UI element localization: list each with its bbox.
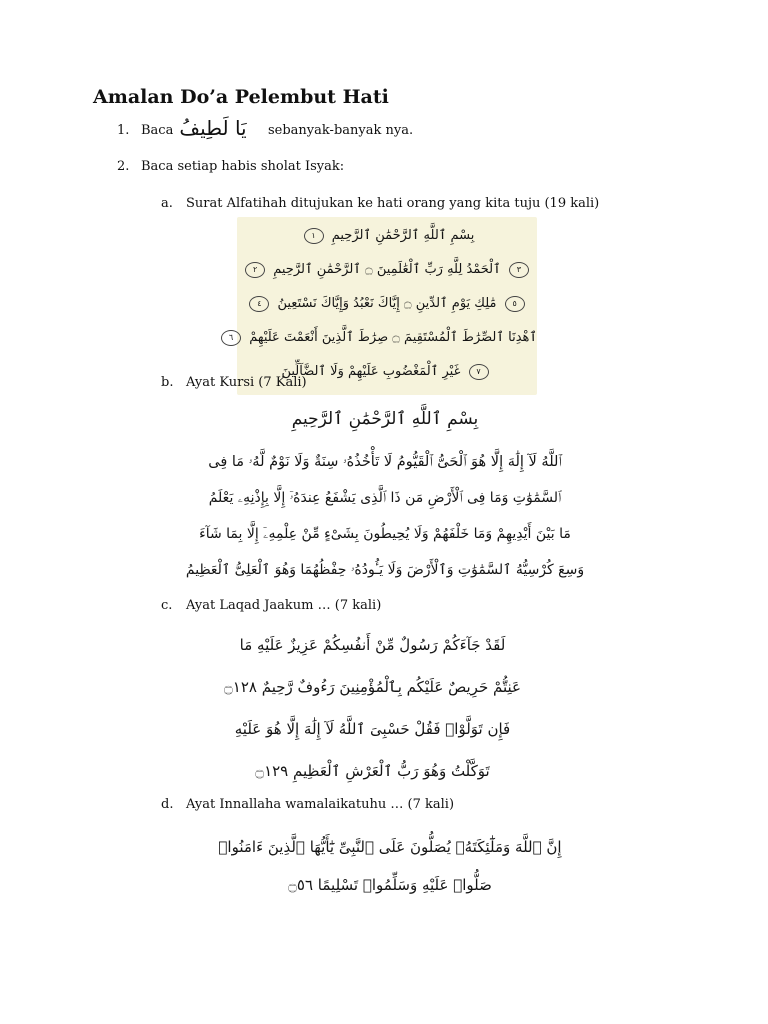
verse-line: فَإِن تَوَلَّوْا۟ فَقُلْ حَسْبِىَ ٱللَّهُ لَآ إِلَٰهَ إِلَّا هُوَ عَلَيْهِ	[234, 720, 511, 738]
fatihah-image	[228, 217, 537, 395]
verse-line: عَنِتُّمْ حَرِيصٌ عَلَيْكُم بِٱلْمُؤْمِنِينَ رَءُوفٌ رَّحِيمٌ ۝١٢٨	[224, 678, 521, 696]
ayat-kursi-image	[180, 408, 590, 588]
verse-line: إِنَّ ٱللَّهَ وَمَلَٰٓئِكَتَهُۥ يُصَلُّونَ عَلَى ٱلنَّبِىِّ يَٰٓأَيُّهَا ٱلَّذِينَ ءَامَنُوا۟	[218, 838, 562, 856]
verse-line: بِسْمِ ٱللَّهِ ٱلرَّحْمَٰنِ ٱلرَّحِيمِ	[291, 409, 479, 429]
verse-number-badge: ٦	[221, 330, 241, 346]
verse-line: ٣ ٱلْحَمْدُ لِلَّهِ رَبِّ ٱلْعَٰلَمِينَ ۝ ٱلرَّحْمَٰنِ ٱلرَّحِيمِ ٢	[237, 255, 537, 285]
verse-line: ٧ غَيْرِ ٱلْمَغْضُوبِ عَلَيْهِمْ وَلَا ٱلضَّآلِّينَ	[237, 357, 537, 387]
verse-number-badge: ١	[304, 228, 324, 244]
item-text: Baca setiap habis sholat Isyak:	[141, 159, 345, 174]
sub-letter: c.	[161, 598, 173, 613]
sub-letter: d.	[161, 797, 174, 812]
verse-line: ٱلسَّمَٰوَٰتِ وَمَا فِى ٱلْأَرْضِ مَن ذَا ٱلَّذِى يَشْفَعُ عِندَهُۥٓ إِلَّا بِإِذْنِهِۦ يَعْلَمُ	[208, 490, 562, 506]
list-number: 2.	[117, 159, 130, 174]
arabic-ya-latif: يَا لَطِيفُ	[179, 116, 247, 140]
list-number: 1.	[117, 123, 130, 138]
verse-line: ٥ مَٰلِكِ يَوْمِ ٱلدِّينِ ۝ إِيَّاكَ نَعْبُدُ وَإِيَّاكَ نَسْتَعِينُ ٤	[237, 289, 537, 319]
verse-number-badge: ٣	[509, 262, 529, 278]
verse-number-badge: ٢	[245, 262, 265, 278]
sub-label-innallaha: Ayat Innallaha wamalaikatuhu … (7 kali)	[186, 797, 455, 812]
sub-label-fatihah: Surat Alfatihah ditujukan ke hati orang yang kita tuju (19 kali)	[186, 196, 600, 211]
verse-number-badge: ٥	[505, 296, 525, 312]
verse-line: وَسِعَ كُرْسِيُّهُ ٱلسَّمَٰوَٰتِ وَٱلْأَرْضَ وَلَا يَـُٔودُهُۥ حِفْظُهُمَا وَهُوَ ٱلْعَلِىُّ ٱلْعَظِيمُ	[185, 562, 585, 578]
verse-line: بِسْمِ ٱللَّهِ ٱلرَّحْمَٰنِ ٱلرَّحِيمِ ١	[237, 221, 537, 251]
sub-label-laqad: Ayat Laqad Jaakum … (7 kali)	[186, 598, 382, 613]
verse-line: ٱهْدِنَا ٱلصِّرَٰطَ ٱلْمُسْتَقِيمَ ۝ صِرَٰطَ ٱلَّذِينَ أَنْعَمْتَ عَلَيْهِمْ ٦	[237, 323, 537, 353]
ayat-laqad-image	[185, 636, 560, 786]
verse-line: لَقَدْ جَآءَكُمْ رَسُولٌ مِّنْ أَنفُسِكُمْ عَزِيزٌ عَلَيْهِ مَا	[239, 636, 506, 654]
verse-number-badge: ٧	[469, 364, 489, 380]
verse-line: ٱللَّهُ لَآ إِلَٰهَ إِلَّا هُوَ ٱلْحَىُّ ٱلْقَيُّومُ لَا تَأْخُذُهُۥ سِنَةٌ وَلَا نَوْمٌ لَّهُۥ مَا فِى	[208, 454, 562, 470]
verse-line: تَوَكَّلْتُ وَهُوَ رَبُّ ٱلْعَرْشِ ٱلْعَظِيمِ ۝١٢٩	[255, 762, 490, 780]
sub-letter: b.	[161, 375, 174, 390]
verse-number-badge: ٤	[249, 296, 269, 312]
item-text-after: sebanyak-banyak nya.	[268, 123, 414, 138]
item-text-before: Baca	[141, 123, 174, 138]
sub-label-kursi: Ayat Kursi (7 Kali)	[186, 375, 307, 390]
sub-letter: a.	[161, 196, 173, 211]
ayat-innallaha-image	[215, 838, 565, 908]
verse-line: صَلُّوا۟ عَلَيْهِ وَسَلِّمُوا۟ تَسْلِيمًا ۝٥٦	[288, 876, 492, 894]
verse-line: مَا بَيْنَ أَيْدِيهِمْ وَمَا خَلْفَهُمْ وَلَا يُحِيطُونَ بِشَىْءٍ مِّنْ عِلْمِهِۦٓ إِلَّا بِمَا شَآءَ	[199, 526, 571, 542]
document-title: Amalan Do’a Pelembut Hati	[93, 86, 389, 108]
